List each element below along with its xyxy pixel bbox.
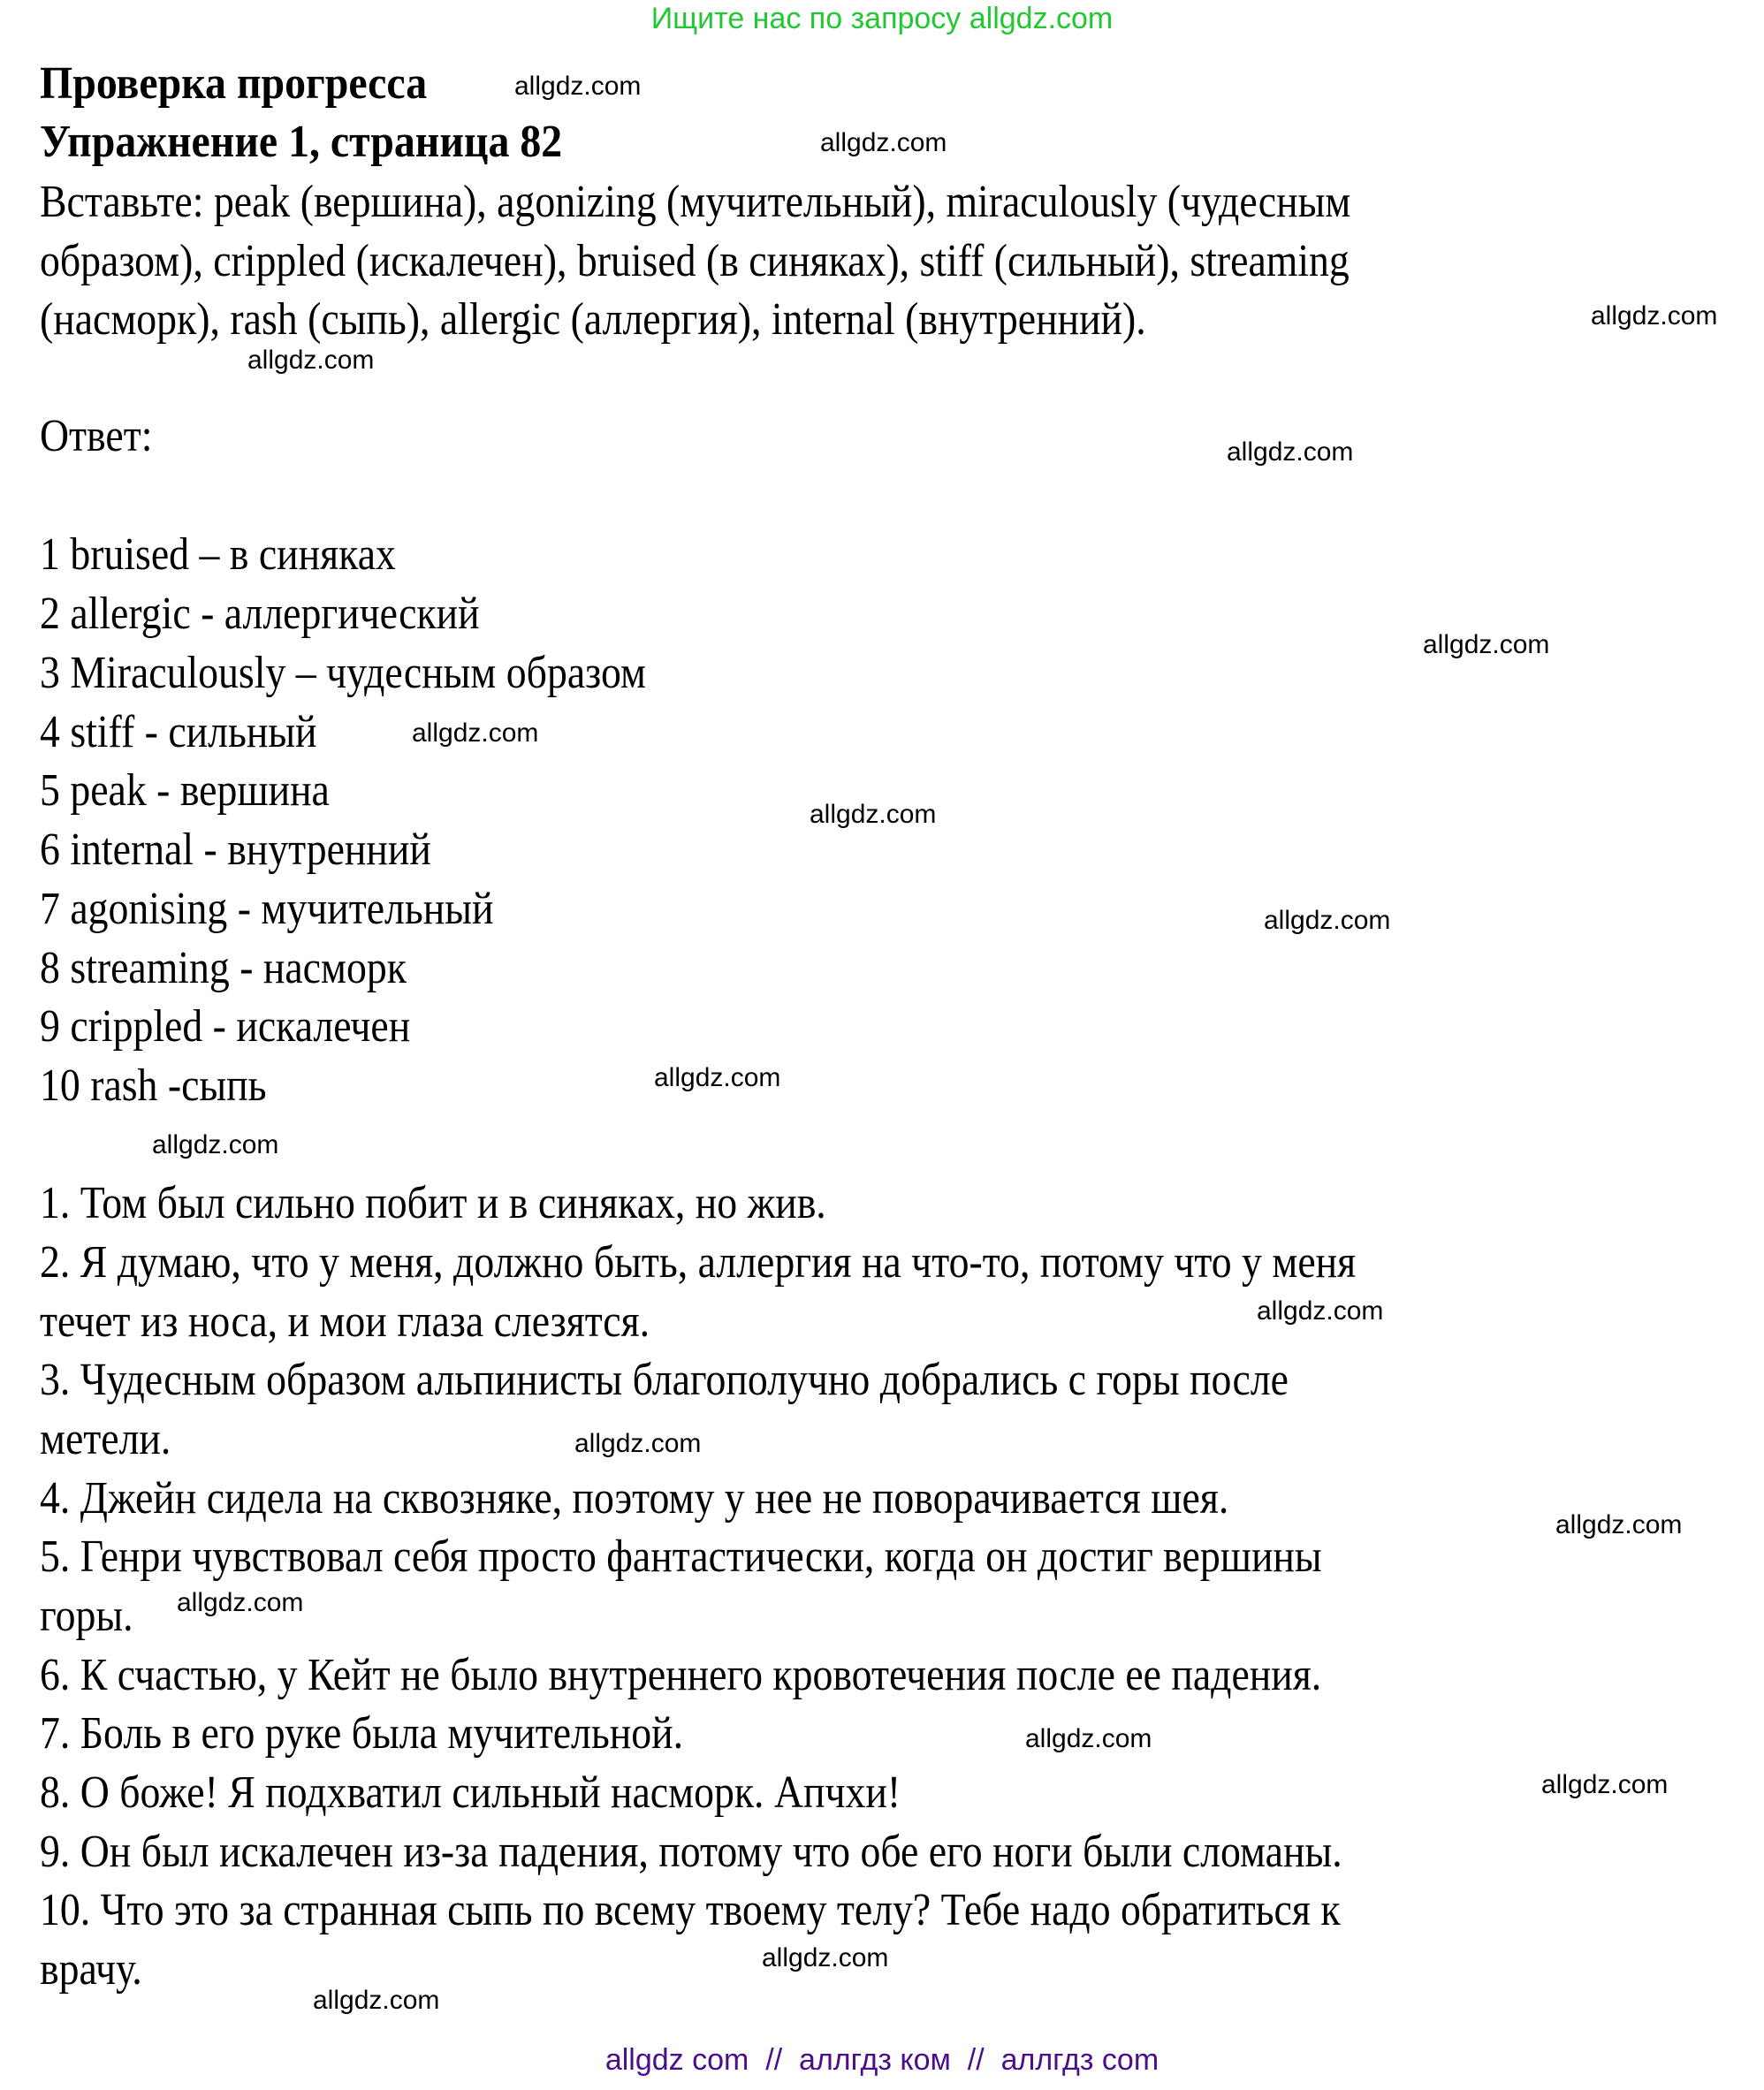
watermark: allgdz.com [313, 1986, 440, 2015]
watermark: allgdz.com [574, 1429, 702, 1458]
translation-line: 8. О боже! Я подхватил сильный насморк. Апчхи! [40, 1767, 901, 1818]
answer-item: 3 Miraculously – чудесным образом [40, 648, 646, 698]
watermark: allgdz.com [247, 346, 375, 375]
watermark: allgdz.com [1423, 630, 1550, 659]
answer-item: 1 bruised – в синяках [40, 529, 396, 580]
watermark: allgdz.com [1227, 437, 1354, 467]
answer-item: 9 crippled - искалечен [40, 1001, 411, 1052]
watermark: allgdz.com [820, 128, 947, 157]
watermark: allgdz.com [1555, 1510, 1683, 1539]
translation-line: 2. Я думаю, что у меня, должно быть, аллергия на что-то, потому что у меня [40, 1237, 1357, 1288]
page-title: Проверка прогресса [40, 58, 428, 109]
translation-line: 3. Чудесным образом альпинисты благополучно добрались с горы после [40, 1355, 1289, 1405]
answer-label: Ответ: [40, 411, 153, 461]
task-line: Вставьте: peak (вершина), agonizing (мучительный), miraculously (чудесным [40, 177, 1351, 227]
translation-line: горы. [40, 1591, 133, 1641]
answer-item: 8 streaming - насморк [40, 943, 407, 993]
watermark: allgdz.com [1264, 906, 1391, 935]
translation-line: 7. Боль в его руке была мучительной. [40, 1708, 684, 1759]
task-line: (насморк), rash (сыпь), allergic (аллергия), internal (внутренний). [40, 294, 1146, 345]
watermark: allgdz.com [654, 1063, 781, 1092]
answer-item: 7 agonising - мучительный [40, 884, 494, 934]
watermark: allgdz.com [1025, 1724, 1152, 1753]
search-banner: Ищите нас по запросу allgdz.com [650, 2, 1114, 35]
translation-line: течет из носа, и мои глаза слезятся. [40, 1296, 650, 1347]
watermark: allgdz.com [810, 800, 937, 829]
translation-line: 1. Том был сильно побит и в синяках, но жив. [40, 1178, 826, 1228]
answer-item: 5 peak - вершина [40, 765, 330, 816]
task-line: образом), crippled (искалечен), bruised (в синяках), stiff (сильный), streaming [40, 236, 1350, 286]
watermark: allgdz.com [152, 1130, 279, 1159]
translation-line: 4. Джейн сидела на сквозняке, поэтому у нее не поворачивается шея. [40, 1473, 1229, 1524]
watermark: allgdz.com [762, 1943, 889, 1972]
translation-line: 6. К счастью, у Кейт не было внутреннего кровотечения после ее падения. [40, 1650, 1322, 1700]
footer-links: allgdz com // аллгдз ком // аллгдз com [604, 2043, 1160, 2077]
translation-line: врачу. [40, 1944, 142, 1995]
watermark: allgdz.com [1257, 1296, 1384, 1326]
watermark: allgdz.com [177, 1588, 304, 1617]
translation-line: 9. Он был искалечен из-за падения, потому что обе его ноги были сломаны. [40, 1827, 1342, 1877]
answer-item: 10 rash -сыпь [40, 1060, 267, 1111]
translation-line: 10. Что это за странная сыпь по всему твоему телу? Тебе надо обратиться к [40, 1885, 1341, 1935]
watermark: allgdz.com [1591, 301, 1718, 331]
translation-line: 5. Генри чувствовал себя просто фантастически, когда он достиг вершины [40, 1531, 1322, 1582]
answer-item: 4 stiff - сильный [40, 707, 317, 757]
answer-item: 6 internal - внутренний [40, 825, 431, 875]
watermark: allgdz.com [1541, 1770, 1669, 1799]
exercise-heading: Упражнение 1, страница 82 [40, 117, 563, 167]
translation-line: метели. [40, 1414, 171, 1464]
watermark: allgdz.com [412, 718, 539, 748]
answer-item: 2 allergic - аллергический [40, 589, 480, 639]
watermark: allgdz.com [514, 72, 642, 101]
